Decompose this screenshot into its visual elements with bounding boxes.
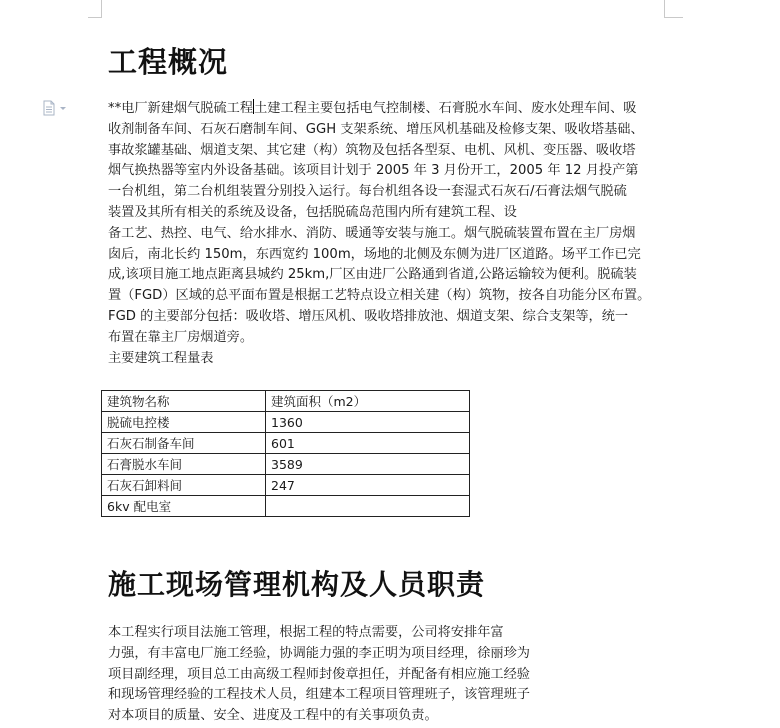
table-row bbox=[102, 412, 470, 433]
intro-line: 事故浆罐基础、烟道支架、其它建（构）筑物及包括各型泵、电机、风机、变压器、吸收塔 bbox=[108, 142, 636, 158]
table-row bbox=[102, 475, 470, 496]
management-line: 对本项目的质量、安全、进度及工程中的有关事项负责。 bbox=[108, 708, 438, 724]
section-title-project-overview: 工程概况 bbox=[108, 45, 229, 79]
management-paragraph bbox=[108, 623, 668, 727]
intro-line: 一台机组，第二台机组装置分别投入运行。每台机组各设一套湿式石灰石/石膏法烟气脱硫 bbox=[108, 184, 627, 200]
section-title-site-management: 施工现场管理机构及人员职责 bbox=[108, 568, 486, 601]
intro-line: 烟气换热器等室内外设备基础。该项目计划于 2005 年 3 月份开工，2005 年 12 月投产第 bbox=[108, 163, 639, 179]
management-line: 项目副经理，项目总工由高级工程师封俊章担任，并配备有相应施工经验 bbox=[108, 666, 530, 682]
intro-line: 布置在靠主厂房烟道旁。 bbox=[108, 329, 254, 345]
intro-line bbox=[108, 99, 668, 120]
management-line: 力强，有丰富电厂施工经验，协调能力强的李正明为项目经理，徐丽珍为 bbox=[108, 645, 530, 661]
table-cell: 247 bbox=[266, 475, 470, 496]
intro-line: 成,该项目施工地点距离县城约 25km,厂区由进厂公路通到省道,公路运输较为便利。脱硫装 bbox=[108, 267, 637, 283]
document-options-icon[interactable] bbox=[42, 100, 68, 116]
table-header-cell: 建筑面积（m2） bbox=[266, 391, 470, 412]
table-header-row bbox=[102, 391, 470, 412]
table-cell: 脱硫电控楼 bbox=[102, 412, 266, 433]
intro-line: FGD 的主要部分包括：吸收塔、增压风机、吸收塔排放池、烟道支架、综合支架等，统一 bbox=[108, 308, 629, 324]
table-cell: 石膏脱水车间 bbox=[102, 454, 266, 475]
table-cell: 6kv 配电室 bbox=[102, 496, 266, 517]
table-header-cell: 建筑物名称 bbox=[102, 391, 266, 412]
intro-line: 囱后，南北长约 150m，东西宽约 100m，场地的北侧及东侧为进厂区道路。场平工作已完 bbox=[108, 246, 641, 262]
intro-line: 收剂制备车间、石灰石磨制车间、GGH 支架系统、增压风机基础及检修支架、吸收塔基础、 bbox=[108, 121, 644, 137]
table-cell: 3589 bbox=[266, 454, 470, 475]
intro-paragraph bbox=[108, 99, 668, 369]
table-cell: 石灰石制备车间 bbox=[102, 433, 266, 454]
table-cell bbox=[266, 496, 470, 517]
page-corner-mark-top-right bbox=[664, 0, 683, 18]
table-caption: 主要建筑工程量表 bbox=[108, 350, 214, 366]
table-row bbox=[102, 433, 470, 454]
intro-line: 置（FGD）区域的总平面布置是根据工艺特点设立相关建（构）筑物，按各自功能分区布置。 bbox=[108, 288, 651, 304]
intro-line: 装置及其所有相关的系统及设备，包括脱硫岛范围内所有建筑工程、设 bbox=[108, 204, 517, 220]
table-cell: 1360 bbox=[266, 412, 470, 433]
table-row bbox=[102, 454, 470, 475]
intro-text-segment: 土建工程主要包括电气控制楼、石膏脱水车间、废水处理车间、吸 bbox=[254, 101, 637, 116]
table-cell: 601 bbox=[266, 433, 470, 454]
intro-text-segment: **电厂新建烟气脱硫工程 bbox=[108, 101, 254, 116]
page-corner-mark-top-left bbox=[88, 0, 102, 18]
building-quantity-table bbox=[101, 390, 470, 517]
table-row bbox=[102, 496, 470, 517]
management-line: 和现场管理经验的工程技术人员，组建本工程项目管理班子，该管理班子 bbox=[108, 687, 530, 703]
management-line: 本工程实行项目法施工管理，根据工程的特点需要，公司将安排年富 bbox=[108, 625, 504, 640]
table-cell: 石灰石卸料间 bbox=[102, 475, 266, 496]
intro-line: 备工艺、热控、电气、给水排水、消防、暖通等安装与施工。烟气脱硫装置布置在主厂房烟 bbox=[108, 225, 636, 241]
